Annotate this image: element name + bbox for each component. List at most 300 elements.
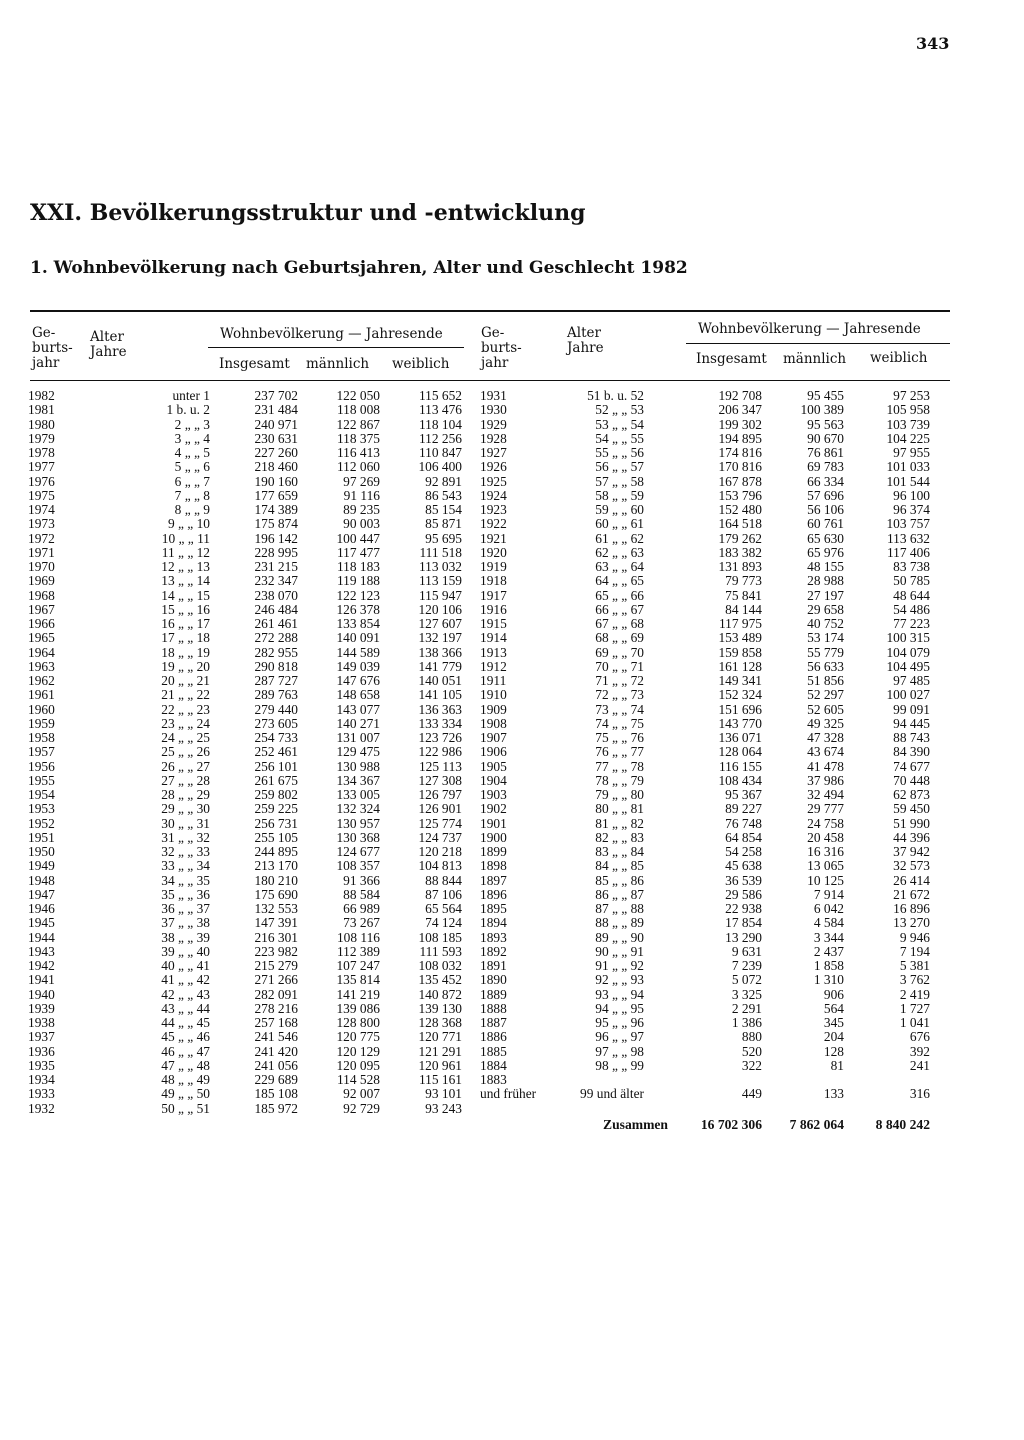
cell-male: 65 976 [807, 544, 844, 560]
cell-birth-year: 1966 [28, 616, 55, 631]
cell-female: 120 771 [418, 1029, 462, 1045]
cell-total: 170 816 [718, 459, 762, 475]
cell-total: 216 301 [254, 929, 298, 945]
table-row [480, 774, 940, 788]
cell-age: 38 „ „ 39 [161, 929, 210, 945]
cell-birth-year: 1971 [28, 544, 55, 560]
table-row [28, 774, 468, 788]
cell-age: 14 „ „ 15 [161, 587, 210, 603]
cell-age: 60 „ „ 61 [595, 516, 644, 532]
table-row [480, 560, 940, 574]
cell-female: 100 315 [886, 630, 930, 646]
cell-total: 230 631 [254, 430, 298, 446]
table-row [480, 745, 940, 759]
cell-female: 132 197 [418, 630, 462, 646]
cell-birth-year: 1960 [28, 701, 55, 717]
cell-total: 287 727 [254, 673, 298, 688]
cell-female: 62 873 [893, 787, 930, 802]
cell-age: 45 „ „ 46 [161, 1029, 210, 1045]
cell-birth-year: 1901 [480, 815, 507, 831]
cell-birth-year: 1903 [480, 787, 507, 802]
cell-female: 13 270 [893, 915, 930, 931]
cell-total: 153 796 [718, 487, 762, 503]
cell-male: 90 670 [807, 430, 844, 446]
cell-total: 143 770 [718, 715, 762, 731]
cell-male: 133 854 [336, 616, 380, 631]
cell-birth-year: 1956 [28, 758, 55, 774]
cell-age: 33 „ „ 34 [161, 858, 210, 874]
cell-female: 65 564 [425, 901, 462, 916]
cell-age: 71 „ „ 72 [595, 673, 644, 688]
header-year-line: jahr [481, 355, 509, 371]
cell-age: 83 „ „ 84 [595, 844, 644, 859]
cell-birth-year: 1945 [28, 915, 55, 931]
header-group-right: Wohnbevölkerung — Jahresende [698, 321, 921, 337]
cell-total: 231 484 [254, 402, 298, 418]
cell-male: 49 325 [807, 715, 844, 731]
cell-female: 111 518 [419, 544, 462, 560]
cell-female: 133 334 [418, 715, 462, 731]
cell-male: 143 077 [336, 701, 380, 717]
cell-age: 35 „ „ 36 [161, 886, 210, 902]
table-row [28, 745, 468, 759]
table-row [28, 959, 468, 973]
cell-total: 9 631 [731, 943, 762, 959]
cell-male: 122 867 [336, 416, 380, 432]
cell-birth-year: 1922 [480, 516, 507, 532]
table-row [480, 532, 940, 546]
cell-female: 316 [909, 1086, 930, 1102]
cell-birth-year: 1950 [28, 844, 55, 859]
cell-female: 104 813 [418, 858, 462, 874]
cell-total: 185 108 [254, 1086, 298, 1102]
cell-total: 108 434 [718, 772, 762, 788]
cell-male: 1 310 [813, 972, 844, 988]
cell-birth-year: 1913 [480, 644, 507, 660]
cell-male: 100 389 [800, 402, 844, 418]
table-row [28, 1016, 468, 1030]
cell-male: 345 [823, 1015, 844, 1030]
cell-birth-year: 1976 [28, 473, 55, 489]
cell-male: 29 658 [807, 601, 844, 617]
cell-male: 147 676 [336, 673, 380, 688]
table-row [480, 674, 940, 688]
cell-male: 89 235 [343, 502, 380, 517]
cell-female: 101 544 [886, 473, 930, 489]
table-row [28, 973, 468, 987]
cell-male: 91 366 [343, 872, 380, 888]
table-row [28, 1030, 468, 1044]
cell-age: 65 „ „ 66 [595, 587, 644, 603]
cell-birth-year: 1968 [28, 587, 55, 603]
cell-female: 111 593 [419, 943, 462, 959]
cell-total: 241 056 [254, 1057, 298, 1073]
header-age-line: Jahre [567, 340, 604, 356]
cell-birth-year: 1948 [28, 872, 55, 888]
cell-total: 180 210 [254, 872, 298, 888]
cell-birth-year: 1897 [480, 872, 507, 888]
cell-male: 92 007 [343, 1086, 380, 1102]
cell-female: 115 947 [418, 587, 462, 603]
cell-male: 108 116 [336, 929, 380, 945]
cell-total: 89 227 [725, 801, 762, 817]
cell-age: 22 „ „ 23 [161, 701, 210, 717]
cell-age: 41 „ „ 42 [161, 972, 210, 988]
cell-female: 44 396 [893, 829, 930, 845]
cell-male: 129 475 [336, 744, 380, 760]
cell-male: 100 447 [336, 530, 380, 546]
cell-female: 120 218 [418, 844, 462, 859]
cell-male: 7 914 [813, 886, 844, 902]
table-row [28, 1045, 468, 1059]
cell-male: 133 [823, 1086, 844, 1102]
cell-total: 261 461 [254, 616, 298, 631]
cell-total: 152 324 [718, 687, 762, 703]
table-row [28, 517, 468, 531]
header-group-left: Wohnbevölkerung — Jahresende [220, 326, 443, 342]
header-year-line: Ge- [32, 325, 56, 341]
header-total-right: Insgesamt [696, 351, 767, 367]
cell-total: 161 128 [718, 658, 762, 674]
cell-total: 240 971 [254, 416, 298, 432]
cell-male: 6 042 [813, 901, 844, 916]
table-top-rule [30, 310, 950, 312]
table-row [480, 988, 940, 1002]
cell-male: 130 957 [336, 815, 380, 831]
cell-total: 261 675 [254, 772, 298, 788]
cell-total: 196 142 [254, 530, 298, 546]
table-row [28, 717, 468, 731]
cell-total: 289 763 [254, 687, 298, 703]
cell-female: 101 033 [886, 459, 930, 475]
table-row [28, 674, 468, 688]
cell-birth-year: 1935 [28, 1057, 55, 1073]
cell-female: 87 106 [425, 886, 462, 902]
cell-total: 272 288 [254, 630, 298, 646]
cell-male: 29 777 [807, 801, 844, 817]
cell-age: 7 „ „ 8 [174, 487, 210, 503]
table-row [480, 603, 940, 617]
cell-total: 177 659 [254, 487, 298, 503]
cell-total: 164 518 [718, 516, 762, 532]
cell-birth-year: 1911 [480, 673, 507, 688]
cell-birth-year: 1936 [28, 1043, 55, 1059]
cell-male: 41 478 [807, 758, 844, 774]
cell-birth-year: 1907 [480, 730, 507, 745]
cell-birth-year: 1884 [480, 1057, 507, 1073]
table-left-half [28, 389, 468, 1116]
cell-female: 3 762 [899, 972, 930, 988]
cell-female: 141 105 [418, 687, 462, 703]
cell-male: 56 106 [807, 502, 844, 517]
cell-male: 40 752 [807, 616, 844, 631]
table-row [28, 945, 468, 959]
cell-total: 880 [741, 1029, 762, 1045]
table-row [480, 460, 940, 474]
cell-total: 183 382 [718, 544, 762, 560]
cell-total: 136 071 [718, 730, 762, 745]
cell-birth-year: 1951 [28, 829, 55, 845]
cell-female: 93 101 [425, 1086, 462, 1102]
cell-male: 120 775 [336, 1029, 380, 1045]
cell-age: 81 „ „ 82 [595, 815, 644, 831]
cell-birth-year: 1925 [480, 473, 507, 489]
cell-age: 95 „ „ 96 [595, 1015, 644, 1030]
cell-birth-year: 1941 [28, 972, 55, 988]
table-row [28, 503, 468, 517]
cell-female: 115 652 [418, 388, 462, 403]
cell-female: 125 774 [418, 815, 462, 831]
cell-male: 52 297 [807, 687, 844, 703]
cell-female: 97 955 [893, 445, 930, 460]
cell-birth-year: 1974 [28, 502, 55, 517]
cell-birth-year: 1916 [480, 601, 507, 617]
table-row [480, 1030, 940, 1044]
cell-birth-year: 1965 [28, 630, 55, 646]
cell-male: 130 368 [336, 829, 380, 845]
header-group-rule-right [686, 343, 950, 344]
table-row [480, 788, 940, 802]
cell-birth-year: 1892 [480, 943, 507, 959]
cell-male: 3 344 [813, 929, 844, 945]
table-row [28, 532, 468, 546]
cell-female: 5 381 [899, 958, 930, 973]
cell-birth-year: 1917 [480, 587, 507, 603]
total-row [480, 1117, 940, 1133]
header-male-right: männlich [783, 351, 847, 367]
cell-male: 65 630 [807, 530, 844, 546]
table-row [480, 945, 940, 959]
cell-age: 19 „ „ 20 [161, 658, 210, 674]
cell-age: 30 „ „ 31 [161, 815, 210, 831]
cell-male: 906 [823, 986, 844, 1002]
cell-female: 115 161 [418, 1072, 462, 1087]
cell-birth-year: 1889 [480, 986, 507, 1002]
header-age-line: Alter [567, 325, 601, 341]
cell-birth-year: 1890 [480, 972, 507, 988]
cell-male: 140 271 [336, 715, 380, 731]
cell-age: 9 „ „ 10 [167, 516, 210, 532]
cell-male: 43 674 [807, 744, 844, 760]
cell-age: 46 „ „ 47 [161, 1043, 210, 1059]
table-row [28, 817, 468, 831]
total-weiblich: 8 840 242 [875, 1117, 930, 1132]
table-row [480, 931, 940, 945]
cell-female: 125 113 [418, 758, 462, 774]
cell-male: 117 477 [336, 544, 380, 560]
cell-age: unter 1 [172, 388, 210, 403]
table-row [28, 1102, 468, 1116]
cell-male: 139 086 [336, 1000, 380, 1016]
table-row [28, 603, 468, 617]
cell-age: 51 b. u. 52 [587, 388, 644, 403]
cell-female: 106 400 [418, 459, 462, 475]
cell-female: 141 779 [418, 658, 462, 674]
table-row [480, 859, 940, 873]
cell-birth-year: 1959 [28, 715, 55, 731]
table-row [28, 1073, 468, 1087]
cell-female: 392 [909, 1043, 930, 1059]
table-row [480, 1087, 940, 1101]
table-header-rule [30, 380, 950, 381]
header-male-left: männlich [306, 356, 370, 372]
cell-age: 94 „ „ 95 [595, 1000, 644, 1016]
cell-birth-year: 1977 [28, 459, 55, 475]
cell-age: 88 „ „ 89 [595, 915, 644, 931]
table-row [28, 560, 468, 574]
cell-female: 59 450 [893, 801, 930, 817]
cell-male: 112 389 [336, 943, 380, 959]
cell-male: 88 584 [343, 886, 380, 902]
cell-female: 48 644 [893, 587, 930, 603]
cell-male: 66 989 [343, 901, 380, 916]
header-age-right [567, 326, 604, 356]
cell-male: 47 328 [807, 730, 844, 745]
cell-female: 122 986 [418, 744, 462, 760]
cell-birth-year: 1980 [28, 416, 55, 432]
cell-male: 51 856 [807, 673, 844, 688]
table-row [480, 888, 940, 902]
cell-female: 117 406 [886, 544, 930, 560]
cell-birth-year: 1905 [480, 758, 507, 774]
cell-birth-year: 1883 [480, 1072, 507, 1087]
cell-age: 96 „ „ 97 [595, 1029, 644, 1045]
cell-age: 86 „ „ 87 [595, 886, 644, 902]
cell-male: 133 005 [336, 787, 380, 802]
cell-male: 140 091 [336, 630, 380, 646]
cell-total: 228 995 [254, 544, 298, 560]
cell-birth-year: 1920 [480, 544, 507, 560]
cell-female: 85 154 [425, 502, 462, 517]
cell-age: 44 „ „ 45 [161, 1015, 210, 1030]
cell-age: 93 „ „ 94 [595, 986, 644, 1002]
cell-total: 185 972 [254, 1100, 298, 1116]
cell-birth-year: 1981 [28, 402, 55, 418]
cell-birth-year: 1944 [28, 929, 55, 945]
cell-age: 69 „ „ 70 [595, 644, 644, 660]
cell-age: 79 „ „ 80 [595, 787, 644, 802]
cell-female: 140 051 [418, 673, 462, 688]
cell-female: 32 573 [893, 858, 930, 874]
header-female-right: weiblich [870, 350, 928, 366]
cell-age: 24 „ „ 25 [161, 730, 210, 745]
table-row [480, 688, 940, 702]
cell-birth-year: 1908 [480, 715, 507, 731]
cell-age: 87 „ „ 88 [595, 901, 644, 916]
cell-female: 113 632 [886, 530, 930, 546]
cell-total: 322 [741, 1057, 762, 1073]
cell-age: 77 „ „ 78 [595, 758, 644, 774]
cell-age: 58 „ „ 59 [595, 487, 644, 503]
cell-age: 49 „ „ 50 [161, 1086, 210, 1102]
cell-birth-year: 1887 [480, 1015, 507, 1030]
header-age-line: Alter [90, 329, 124, 345]
cell-female: 21 672 [893, 886, 930, 902]
cell-male: 564 [823, 1000, 844, 1016]
cell-birth-year: und früher [480, 1086, 537, 1102]
header-age-left [90, 330, 127, 360]
cell-total: 241 546 [254, 1029, 298, 1045]
cell-birth-year: 1915 [480, 616, 507, 631]
cell-female: 77 223 [893, 616, 930, 631]
cell-male: 141 219 [336, 986, 380, 1002]
table-row [480, 831, 940, 845]
cell-female: 135 452 [418, 972, 462, 988]
cell-male: 108 357 [336, 858, 380, 874]
header-year-line: jahr [32, 355, 60, 371]
cell-total: 3 325 [731, 986, 762, 1002]
cell-female: 103 739 [886, 416, 930, 432]
table-row [28, 888, 468, 902]
cell-birth-year: 1888 [480, 1000, 507, 1016]
cell-total: 199 302 [718, 416, 762, 432]
cell-female: 118 104 [418, 416, 462, 432]
cell-birth-year: 1885 [480, 1043, 507, 1059]
cell-age: 34 „ „ 35 [161, 872, 210, 888]
table-row [28, 403, 468, 417]
cell-male: 32 494 [807, 787, 844, 802]
cell-total: 175 690 [254, 886, 298, 902]
cell-female: 97 485 [893, 673, 930, 688]
table-row [28, 1002, 468, 1016]
cell-total: 54 258 [725, 844, 762, 859]
cell-age: 56 „ „ 57 [595, 459, 644, 475]
table-row [28, 859, 468, 873]
table-row [480, 646, 940, 660]
table-row [480, 1045, 940, 1059]
cell-age: 78 „ „ 79 [595, 772, 644, 788]
cell-birth-year: 1894 [480, 915, 507, 931]
cell-total: 167 878 [718, 473, 762, 489]
cell-female: 104 225 [886, 430, 930, 446]
cell-female: 105 958 [886, 402, 930, 418]
cell-female: 88 844 [425, 872, 462, 888]
table-row [480, 432, 940, 446]
cell-total: 13 290 [725, 929, 762, 945]
cell-total: 244 895 [254, 844, 298, 859]
cell-total: 117 975 [718, 616, 762, 631]
table-row [480, 418, 940, 432]
cell-female: 16 896 [893, 901, 930, 916]
cell-age: 40 „ „ 41 [161, 958, 210, 973]
cell-age: 75 „ „ 76 [595, 730, 644, 745]
cell-total: 5 072 [731, 972, 762, 988]
cell-male: 24 758 [807, 815, 844, 831]
cell-age: 42 „ „ 43 [161, 986, 210, 1002]
table-row [480, 731, 940, 745]
cell-birth-year: 1978 [28, 445, 55, 460]
cell-female: 104 079 [886, 644, 930, 660]
cell-total: 254 733 [254, 730, 298, 745]
cell-total: 279 440 [254, 701, 298, 717]
cell-age: 62 „ „ 63 [595, 544, 644, 560]
cell-age: 36 „ „ 37 [161, 901, 210, 916]
table-row [480, 973, 940, 987]
cell-male: 107 247 [336, 958, 380, 973]
cell-female: 110 847 [418, 445, 462, 460]
cell-birth-year: 1949 [28, 858, 55, 874]
table-row [480, 760, 940, 774]
cell-birth-year: 1914 [480, 630, 507, 646]
cell-female: 83 738 [893, 559, 930, 574]
cell-total: 192 708 [718, 388, 762, 403]
cell-age: 4 „ „ 5 [174, 445, 210, 460]
table-row [480, 845, 940, 859]
cell-total: 64 854 [725, 829, 762, 845]
cell-birth-year: 1962 [28, 673, 55, 688]
cell-male: 120 095 [336, 1057, 380, 1073]
total-label: Zusammen [603, 1117, 668, 1132]
